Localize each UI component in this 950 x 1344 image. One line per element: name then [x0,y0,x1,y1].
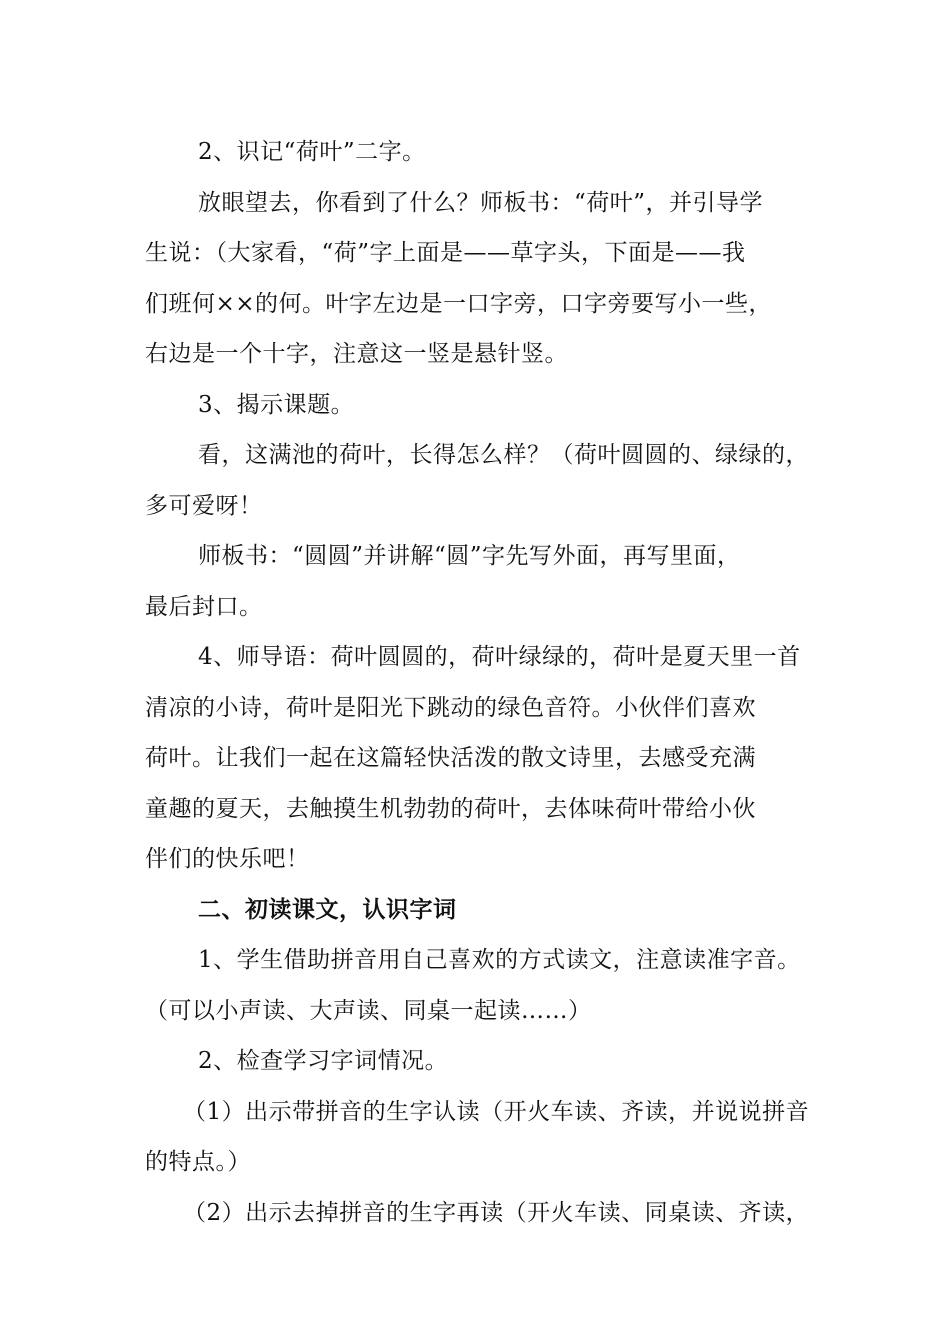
paragraph-line: 师板书：“圆圆”并讲解“圆”字先写外面，再写里面， [198,543,741,569]
paragraph-line: 们班何××的何。叶字左边是一口字旁，口字旁要写小一些， [145,290,773,317]
paragraph-line: 童趣的夏天，去触摸生机勃勃的荷叶，去体味荷叶带给小伙 [145,795,756,822]
paragraph-line: 伴们的快乐吧！ [145,846,310,872]
substep-1-paragraph: （1）出示带拼音的生字认读（开火车读、齐读，并说说拼音 [183,1098,810,1125]
paragraph-line: 右边是一个十字，注意这一竖是悬针竖。 [145,341,568,367]
step-2-heading: 2、识记“荷叶”二字。 [198,139,426,165]
step-4-paragraph: 4、师导语：荷叶圆圆的，荷叶绿绿的，荷叶是夏天里一首 [198,644,801,670]
document-body [145,127,815,1238]
section-heading: 二、初读课文，认识字词 [198,896,457,923]
paragraph-line: 最后封口。 [145,593,263,620]
paragraph-line: 的特点。） [145,1149,251,1175]
substep-2-paragraph: （2）出示去掉拼音的生字再读（开火车读、同桌读、齐读， [183,1199,810,1226]
step-3-heading: 3、揭示课题。 [198,391,355,418]
paragraph-line: 生说：（大家看，“荷”字上面是——草字头，下面是——我 [145,240,746,266]
paragraph-line: 清凉的小诗，荷叶是阳光下跳动的绿色音符。小伙伴们喜欢 [145,694,756,721]
step-2-heading: 2、检查学习字词情况。 [198,1048,449,1074]
paragraph-line: 看，这满池的荷叶，长得怎么样？（荷叶圆圆的、绿绿的， [198,442,809,468]
paragraph-line: （可以小声读、大声读、同桌一起读……） [145,997,592,1024]
paragraph-line: 放眼望去，你看到了什么？师板书：“荷叶”，并引导学 [198,189,764,216]
paragraph-line: 多可爱呀！ [145,492,263,519]
step-1-paragraph: 1、学生借助拼音用自己喜欢的方式读文，注意读准字音。 [198,947,801,973]
paragraph-line: 荷叶。让我们一起在这篇轻快活泼的散文诗里，去感受充满 [145,745,756,771]
